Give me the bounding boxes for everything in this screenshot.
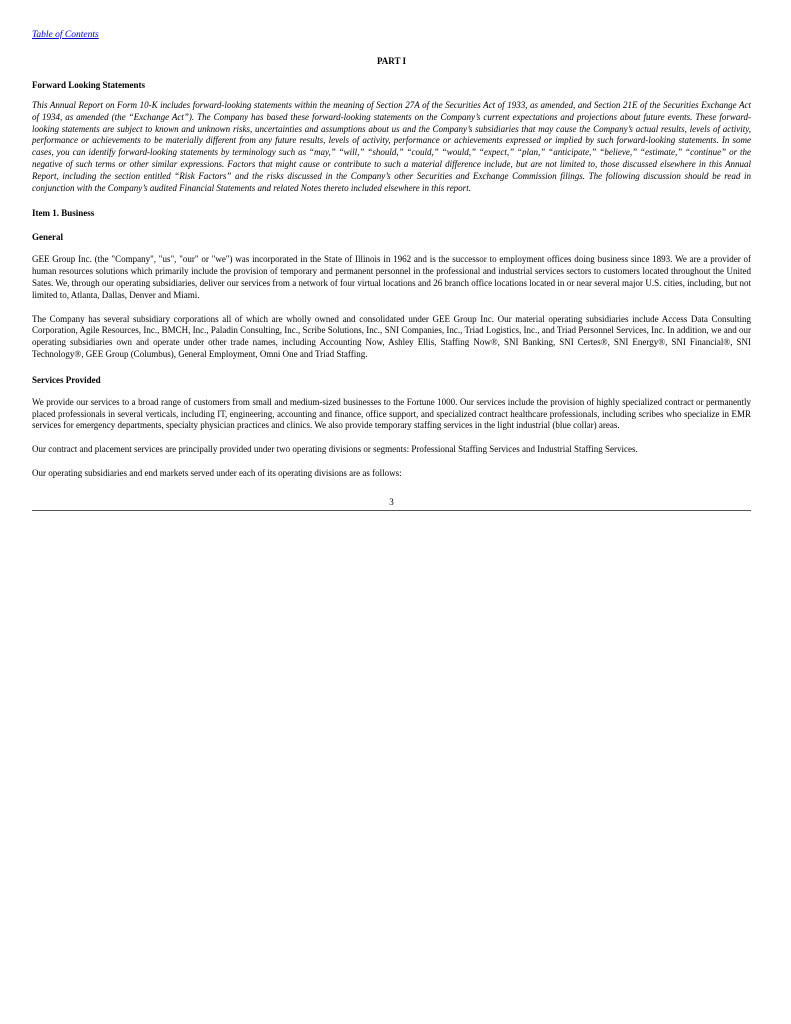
services-heading: Services Provided	[32, 374, 101, 385]
part-title: PART I	[376, 56, 407, 66]
general-paragraph-2: The Company has several subsidiary corporations all of which are wholly owned and consolidated under GEE Group Inc. Our material operating subsidiaries include Access Data Consulting Corporation, Agile Resources, Inc., BMCH, Inc., Paladin Consulting, Inc., Scribe Solutions, Inc., SNI Companies, Inc., Triad Logistics, Inc., and Triad Personnel Services, Inc. In addition, we and our operating subsidiaries own and operate under other trade names, including Accounting Now, Ashley Ellis, Staffing Now®, SNI Banking, SNI Certes®, SNI Energy®, SNI Financial®, SNI Technology®, GEE Group (Columbus), General Employment, Omni One and Triad Staffing.	[32, 313, 751, 359]
item-1-heading: Item 1. Business	[32, 208, 95, 219]
general-paragraph-1: GEE Group Inc. (the "Company", "us", "our" or "we") was incorporated in the State of Illinois in 1962 and is the successor to employment offices doing business since 1893. We are a provider of human resources solutions which primarily include the provision of temporary and permanent personnel in the professional and industrial services sectors to customers located throughout the United Sates. We, through our operating subsidiaries, deliver our services from a network of four virtual locations and 26 branch office locations located in or near several major U.S. cities, including, but not limited to, Atlanta, Dallas, Denver and Miami.	[32, 254, 751, 300]
services-paragraph-1: We provide our services to a broad range of customers from small and medium-sized businesses to the Fortune 1000. Our services include the provision of highly specialized contract or permanently placed professionals in several verticals, including IT, engineering, accounting and finance, office support, and specialized contract healthcare professionals, including scribes who specialize in EMR services for emergency departments, specialty physician practices and clinics. We also provide temporary staffing services in the light industrial (blue collar) areas.	[32, 396, 751, 431]
services-paragraph-2: Our contract and placement services are principally provided under two operating divisions or segments: Professional Staffing Services and Industrial Staffing Services.	[32, 444, 638, 455]
services-paragraph-3: Our operating subsidiaries and end markets served under each of its operating divisions are as follows:	[32, 467, 402, 478]
page-divider	[32, 510, 751, 511]
page-number: 3	[389, 496, 394, 507]
forward-looking-paragraph: This Annual Report on Form 10-K includes forward-looking statements within the meaning of Section 27A of the Securities Act of 1933, as amended, and Section 21E of the Securities Exchange Act of 1934, as amended (the “Exchange Act”). The Company has based these forward-looking statements on the Company’s current expectations and projections about future events. These forward-looking statements are subject to known and unknown risks, uncertainties and assumptions about us and the Company’s subsidiaries that may cause the Company’s actual results, levels of activity, performance or achievements to be materially different from any future results, levels of activity, performance or achievements expressed or implied by such forward-looking statements. In some cases, you can identify forward-looking statements by terminology such as “may,” “will,” “should,” “could,” “would,” “expect,” “plan,” “anticipate,” “believe,” “estimate,” “continue” or the negative of such terms or other similar expressions. Factors that might cause or contribute to such a material difference include, but are not limited to, those discussed elsewhere in this Annual Report, including the section entitled “Risk Factors” and the risks discussed in the Company’s other Securities and Exchange Commission filings. The following discussion should be read in conjunction with the Company’s audited Financial Statements and related Notes thereto included elsewhere in this report.	[32, 100, 751, 193]
forward-looking-heading: Forward Looking Statements	[32, 80, 145, 90]
document-page	[32, 24, 751, 511]
general-heading: General	[32, 232, 63, 243]
table-of-contents-link[interactable]: Table of Contents	[32, 30, 99, 40]
